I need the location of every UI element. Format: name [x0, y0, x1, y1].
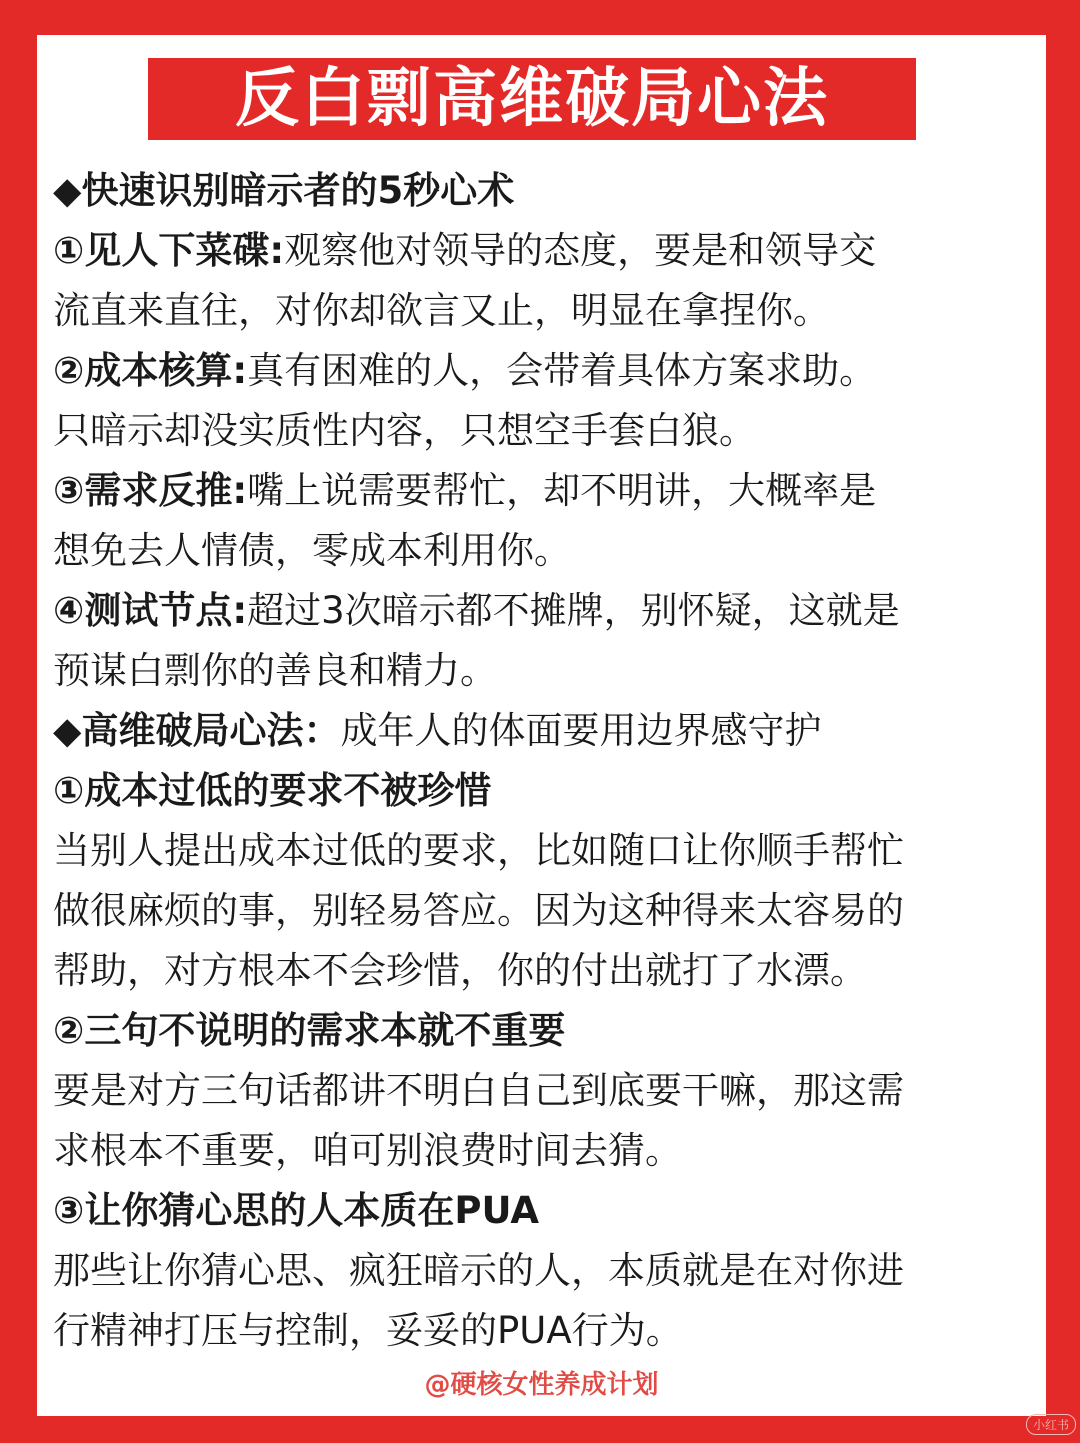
- section-heading-2: [53, 701, 1035, 761]
- item-text: 真有困难的人，会带着具体方案求助。: [247, 349, 877, 392]
- item-line: [53, 341, 1035, 401]
- item-label: ①见人下菜碟:: [53, 229, 285, 272]
- item-line: 想免去人情债，零成本利用你。: [53, 529, 571, 572]
- section-heading-bold: ◆高维破局心法：: [53, 709, 341, 752]
- item-line: [53, 221, 1035, 281]
- subsection-heading: ①成本过低的要求不被珍惜: [53, 769, 492, 812]
- paragraph-line: 要是对方三句话都讲不明白自己到底要干嘛，那这需: [53, 1069, 904, 1112]
- item-label: ②成本核算:: [53, 349, 248, 392]
- item-label: ④测试节点:: [53, 589, 248, 632]
- item-text: 观察他对领导的态度，要是和领导交: [284, 229, 877, 272]
- author-handle: @硬核女性养成计划: [424, 1370, 659, 1400]
- paragraph-line: 那些让你猜心思、疯狂暗示的人，本质就是在对你进: [53, 1249, 904, 1292]
- item-text: 嘴上说需要帮忙，却不明讲，大概率是: [247, 469, 877, 512]
- section-heading-rest: 成年人的体面要用边界感守护: [340, 709, 822, 752]
- paragraph-line: 求根本不重要，咱可别浪费时间去猜。: [53, 1129, 682, 1172]
- item-line: [53, 581, 1035, 641]
- page-title: 反白剽高维破局心法: [235, 62, 829, 136]
- item-line: [53, 461, 1035, 521]
- paragraph-line: 当别人提出成本过低的要求，比如随口让你顺手帮忙: [53, 829, 904, 872]
- item-text: 超过3次暗示都不摊牌，别怀疑，这就是: [247, 589, 900, 632]
- paragraph-line: 做很麻烦的事，别轻易答应。因为这种得来太容易的: [53, 889, 904, 932]
- item-line: 只暗示却没实质性内容，只想空手套白狼。: [53, 409, 756, 452]
- content: [53, 161, 1035, 1361]
- watermark-logo: 小红书: [1026, 1414, 1076, 1435]
- subsection-heading: ②三句不说明的需求本就不重要: [53, 1009, 566, 1052]
- item-line: 流直来直往，对你却欲言又止，明显在拿捏你。: [53, 289, 830, 332]
- subsection-heading: ③让你猜心思的人本质在PUA: [53, 1189, 539, 1232]
- section-heading-1: ◆快速识别暗示者的5秒心术: [53, 169, 515, 212]
- paragraph-line: 行精神打压与控制，妥妥的PUA行为。: [53, 1309, 683, 1352]
- item-line: 预谋白剽你的善良和精力。: [53, 649, 497, 692]
- paragraph-line: 帮助，对方根本不会珍惜，你的付出就打了水漂。: [53, 949, 867, 992]
- item-label: ③需求反推:: [53, 469, 248, 512]
- title-banner: [148, 58, 916, 140]
- document-page: [37, 35, 1046, 1416]
